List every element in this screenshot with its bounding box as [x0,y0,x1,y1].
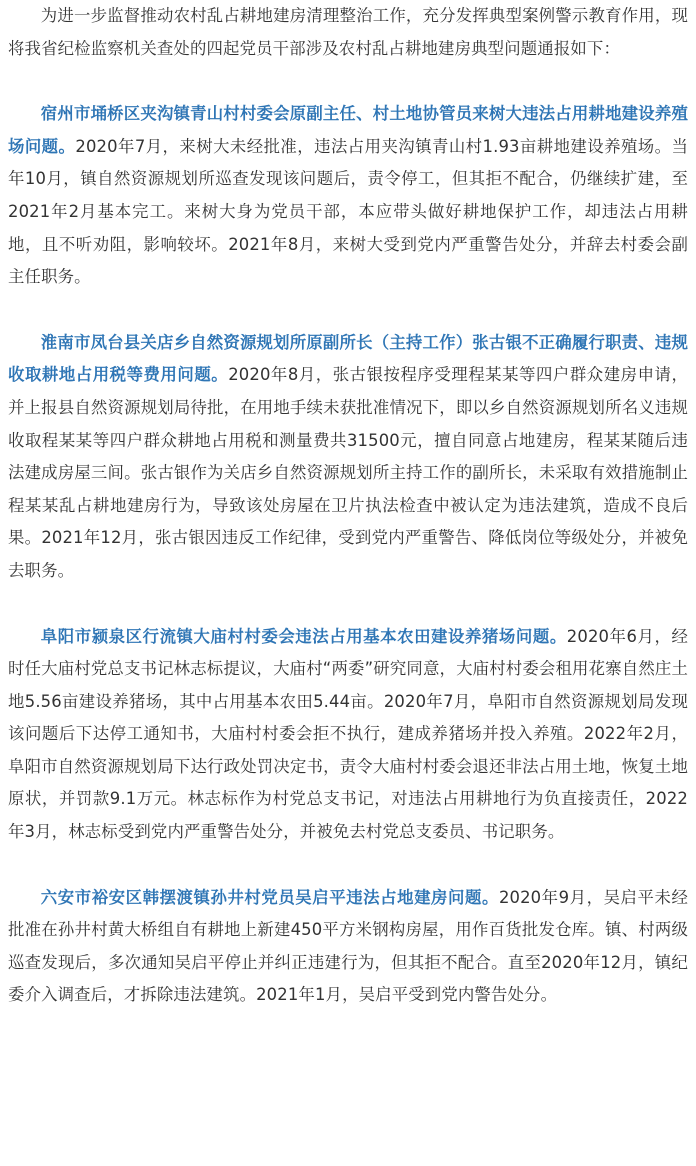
case-heading-1: 宿州市埇桥区夹沟镇青山村村委会原副主任、村土地协管员来树大违法占用耕地建设养殖场问题。 [8,104,688,156]
case-paragraph-1 [8,98,688,294]
case-heading-2: 淮南市凤台县关店乡自然资源规划所原副所长（主持工作）张古银不正确履行职责、违规收取耕地占用税等费用问题。 [8,332,688,385]
case-heading-3: 阜阳市颍泉区行流镇大庙村村委会违法占用基本农田建设养猪场问题。 [40,626,567,646]
case-paragraph-2 [8,327,688,588]
intro-paragraph: 为进一步监督推动农村乱占耕地建房清理整治工作，充分发挥典型案例警示教育作用，现将我省纪检监察机关查处的四起党员干部涉及农村乱占耕地建房典型问题通报如下： [8,6,688,58]
case-paragraph-3 [8,621,688,849]
case-body-1: 2020年7月，来树大未经批准，违法占用夹沟镇青山村1.93亩耕地建设养殖场。当年10月，镇自然资源规划所巡查发现该问题后，责令停工，但其拒不配合，仍继续扩建，至2021年2月基本完工。来树大身为党员干部，本应带头做好耕地保护工作，却违法占用耕地，且不听劝阻，影响较坏。2021年8月，来树大受到党内严重警告处分，并辞去村委会副主任职务。 [8,136,688,287]
case-heading-4: 六安市裕安区韩摆渡镇孙井村党员吴启平违法占地建房问题。 [40,887,499,907]
case-body-3: 2020年6月，经时任大庙村党总支书记林志标提议，大庙村“两委”研究同意，大庙村村委会租用花寨自然庄土地5.56亩建设养猪场，其中占用基本农田5.44亩。2020年7月，阜阳市自然资源规划局发现该问题后下达停工通知书，大庙村村委会拒不执行，建成养猪场并投入养殖。2022年2月，阜阳市自然资源规划局下达行政处罚决定书，责令大庙村村委会退还非法占用土地，恢复土地原状，并罚款9.1万元。林志标作为村党总支书记，对违法占用耕地行为负直接责任，2022年3月，林志标受到党内严重警告处分，并被免去村党总支委员、书记职务。 [8,626,688,842]
case-body-4: 2020年9月，吴启平未经批准在孙井村黄大桥组自有耕地上新建450平方米钢构房屋，用作百货批发仓库。镇、村两级巡查发现后，多次通知吴启平停止并纠正违建行为，但其拒不配合。直至2020年12月，镇纪委介入调查后，才拆除违法建筑。2021年1月，吴启平受到党内警告处分。 [8,887,688,1005]
case-paragraph-4 [8,882,688,1012]
case-body-2: 2020年8月，张古银按程序受理程某某等四户群众建房申请，并上报县自然资源规划局待批，在用地手续未获批准情况下，即以乡自然资源规划所名义违规收取程某某等四户群众耕地占用税和测量费共31500元，擅自同意占地建房，程某某随后违法建成房屋三间。张古银作为关店乡自然资源规划所主持工作的副所长，未采取有效措施制止程某某乱占耕地建房行为，导致该处房屋在卫片执法检查中被认定为违法建筑，造成不良后果。2021年12月，张古银因违反工作纪律，受到党内严重警告、降低岗位等级处分，并被免去职务。 [8,365,688,580]
